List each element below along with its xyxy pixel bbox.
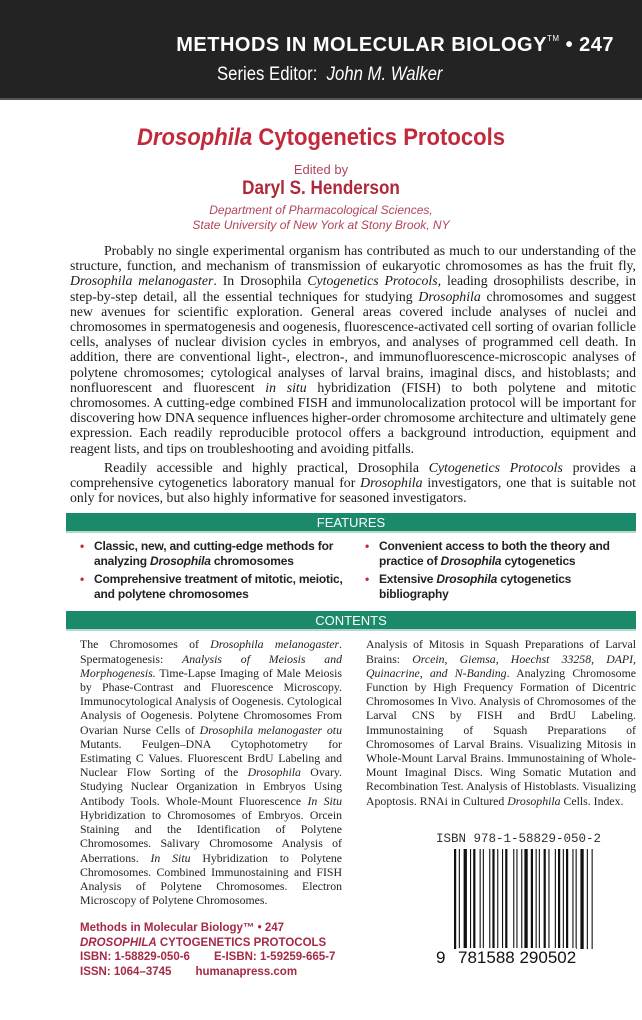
text: . Spermatogenesis:: [80, 637, 342, 666]
right-column: [366, 637, 636, 979]
features-list: [66, 533, 636, 611]
barcode-bar: [516, 849, 517, 949]
bullet-icon: •: [80, 539, 85, 554]
text: The Chromosomes of: [80, 637, 211, 652]
feature-item: [80, 572, 351, 601]
barcode-bar: [505, 849, 507, 949]
italic-text: Drosophila melanogaster: [210, 637, 340, 652]
italic-text: In Situ: [150, 850, 191, 865]
italic-text: Drosophila melanogaster otu: [199, 722, 342, 737]
barcode-bar: [483, 849, 484, 949]
title-line: DROSOPHILA CYTOGENETICS PROTOCOLS: [80, 936, 327, 949]
barcode-bar: [580, 849, 583, 949]
italic-text: Cytogenetics Protocols: [428, 459, 563, 475]
barcode-bar: [521, 849, 522, 949]
barcode-bar: [544, 849, 546, 949]
text: cytogenetics: [501, 553, 576, 568]
bullet-icon: •: [80, 572, 85, 587]
issn-line: ISSN: 1064–3745 humanapress.com: [80, 965, 298, 978]
bullet-icon: •: [365, 572, 370, 587]
author-name: Daryl S. Henderson: [242, 178, 400, 199]
italic-text: Drosophila: [150, 553, 211, 568]
barcode-bar: [536, 849, 537, 949]
series-line: Methods in Molecular Biology™ • 247: [80, 922, 285, 935]
features-heading: FEATURES: [66, 513, 636, 533]
barcode-bar: [566, 849, 568, 949]
series-title: METHODS IN MOLECULAR BIOLOGY™ • 247: [176, 34, 614, 56]
text: . In Drosophila: [213, 273, 308, 289]
barcode-isbn: ISBN 978-1-58829-050-2: [436, 831, 602, 846]
text: Probably no single experimental organism has contributed as much to our understanding of the structure, function, and mechanism of transmission of eukaryotic chromosomes as has the fruit fly,: [70, 243, 636, 274]
trademark: TM: [546, 34, 560, 43]
barcode-bar: [489, 849, 490, 949]
barcode-bar: [497, 849, 498, 949]
text: Mutants. Feulgen–DNA Cytophotometry for Estimating C Values. Fluorescent BrdU Labeling and Nuclear Flow Sorting of the: [80, 736, 342, 780]
barcode-bar: [454, 849, 456, 949]
text: provides a comprehensive cytogenetics laboratory manual for: [70, 459, 636, 491]
affiliation-line: State University of New York at Stony Brook, NY: [192, 218, 450, 232]
barcode-bar: [459, 849, 460, 949]
text: Comprehensive treatment of mitotic, meiotic, and polytene chromosomes: [94, 572, 343, 601]
italic-text: Drosophila: [360, 475, 423, 491]
barcode-bar: [480, 849, 481, 949]
description-paragraph: [70, 460, 636, 506]
contents-left: [80, 637, 342, 907]
text: Analysis of Mitosis in Squash Preparations of Larval Brains:: [366, 637, 636, 666]
text: chromosomes and suggest new avenues for scientific exploration. General areas covered include analyses of nuclei and chromosomes in spermatogenesis and oogenesis, fluorescence-activated cell sorting of ovarian follicle cells, analyses of nuclear division cycles in embryos, and analyses of programmed cell death. In addition, there are conventional light-, electron-, and immunofluorescence-microscopic analyses of polytene chromosomes; cytological analyses of larval brains, imaginal discs, and histoblasts; and nonfluorescent and fluorescent: [70, 288, 636, 395]
series-header: [0, 0, 642, 100]
italic-text: Drosophila: [436, 572, 498, 587]
text: Classic, new, and cutting-edge methods for analyzing: [94, 539, 334, 568]
text: Ovary. Studying Nuclear Organization in Embryos Using Antibody Tools. Whole-Mount Fluorescence: [80, 765, 342, 808]
series-number: • 247: [565, 34, 614, 56]
text: investigators, one that is suitable not only for novices, but also highly informative for seasoned investigators.: [70, 475, 636, 506]
barcode-bar: [513, 849, 514, 949]
barcode-bar: [473, 849, 475, 949]
text: leading drosophilists describe, in step-by-step detail, all the essential techniques for studying: [70, 273, 636, 304]
edited-by: Edited by: [293, 162, 349, 177]
barcode-bar: [464, 849, 467, 949]
barcode-digits: 781588 290502: [458, 947, 577, 967]
feature-item: [80, 539, 351, 568]
editor-name: John M. Walker: [326, 64, 443, 85]
contents-right: [366, 637, 636, 807]
italic-text: Drosophila: [440, 553, 502, 568]
affiliation-line: Department of Pharmacological Sciences,: [209, 203, 433, 217]
left-column: [80, 637, 342, 979]
features-right: [365, 539, 636, 605]
text: Cells. Index.: [560, 793, 624, 808]
main-flow: [66, 243, 636, 979]
barcode-bar: [555, 849, 556, 949]
barcode-lead-digit: 9: [436, 947, 446, 967]
italic-text: Drosophila: [136, 124, 253, 151]
description: [66, 243, 636, 505]
feature-item: [365, 539, 636, 568]
text: . Analyzing Chromosome Function by High Frequency Formation of Dicentric Chromosomes In Vivo. Analysis of Chromosomes of the Larval CNS by FISH and BrdU Labeling. Immunostaining of Squash Preparations of Chromosomes of Larval Brains. Visualizing Mitosis in Whole-Mount Larval Brains. Immunostaining of Whole-Mount Imaginal Discs. Wing Somatic Mutation and Recombination Test. Analysis of Histoblasts. Visualizing Apoptosis. RNAi in Cultured: [366, 665, 636, 808]
barcode-bar: [592, 849, 593, 949]
bullet-icon: •: [365, 539, 370, 554]
text: Extensive: [379, 572, 437, 587]
barcode-bar: [524, 849, 527, 949]
isbn-line: ISBN: 1-58829-050-6 E-ISBN: 1-59259-665-7: [80, 951, 336, 964]
text: Cytogenetics Protocols: [252, 124, 506, 151]
text: Hybridization to Polytene Chromosomes. Combined Immunostaining and FISH Analysis of Polytene Chromosomes. Electron Microscopy of Polytene Chromosomes.: [80, 850, 342, 908]
italic-text: Drosophila: [418, 288, 481, 304]
feature-item: [365, 572, 636, 601]
barcode-bar: [587, 849, 588, 949]
barcode-bar: [563, 849, 564, 949]
italic-text: Drosophila: [507, 793, 561, 808]
barcode-bar: [470, 849, 471, 949]
text: Hybridization to Chromosomes of Embryos. Orcein Staining and the Identification of Polytene Chromosomes. Salivary Chromosome Analysis of Aberrations.: [80, 807, 342, 865]
italic-text: Analysis of Meiosis and Morphogenesis.: [80, 651, 342, 680]
book-title: [26, 124, 617, 152]
text: Convenient access to both the theory and practice of: [379, 539, 610, 568]
barcode-bar: [502, 849, 503, 949]
italic-text: Drosophila: [247, 765, 301, 780]
text: Time-Lapse Imaging of Male Meiosis by Phase-Contrast and Fluorescence Microscopy. Immunocytological Analysis of Oogenesis. Cytological Analysis of Oogenesis. Polytene Chromosomes From Ovarian Nurse Cells of: [80, 665, 342, 737]
text: hybridization (FISH) to both polytene and mitotic chromosomes. A cutting-edge combined FISH and immunolocalization protocol will be important for discovering how DNA sequence influences higher-order chromosome architecture and ultimately gene expression. Each readily reproducible protocol offers a background introduction, equipment and reagent lists, and tips on troubleshooting and avoiding pitfalls.: [70, 379, 636, 456]
text: cytogenetics bibliography: [379, 572, 572, 601]
barcode-bar: [576, 849, 577, 949]
text: chromosomes: [210, 553, 294, 568]
website: humanapress.com: [195, 965, 298, 978]
features-left: [80, 539, 351, 605]
barcode-bar: [492, 849, 494, 949]
publication-info: [80, 921, 342, 979]
barcode-icon: [454, 849, 600, 949]
text: Readily accessible and highly practical, Drosophila: [104, 459, 429, 475]
series-editor: Series Editor: John M. Walker: [217, 64, 443, 85]
barcode-bar: [548, 849, 549, 949]
barcode-block: [436, 832, 636, 972]
barcode-bar: [539, 849, 540, 949]
italic-text: Orcein, Giemsa, Hoechst 33258, DAPI, Quinacrine, and N-Banding: [366, 651, 636, 680]
barcode-bar: [531, 849, 533, 949]
barcode-bar: [572, 849, 573, 949]
barcode-bar: [558, 849, 560, 949]
italic-text: Cytogenetics Protocols,: [307, 273, 442, 289]
italic-text: In Situ: [307, 793, 342, 808]
contents-heading: CONTENTS: [66, 611, 636, 631]
italic-text: Drosophila melanogaster: [70, 273, 214, 289]
description-paragraph: [70, 243, 636, 456]
contents-columns: [66, 631, 636, 979]
italic-text: in situ: [265, 379, 307, 395]
